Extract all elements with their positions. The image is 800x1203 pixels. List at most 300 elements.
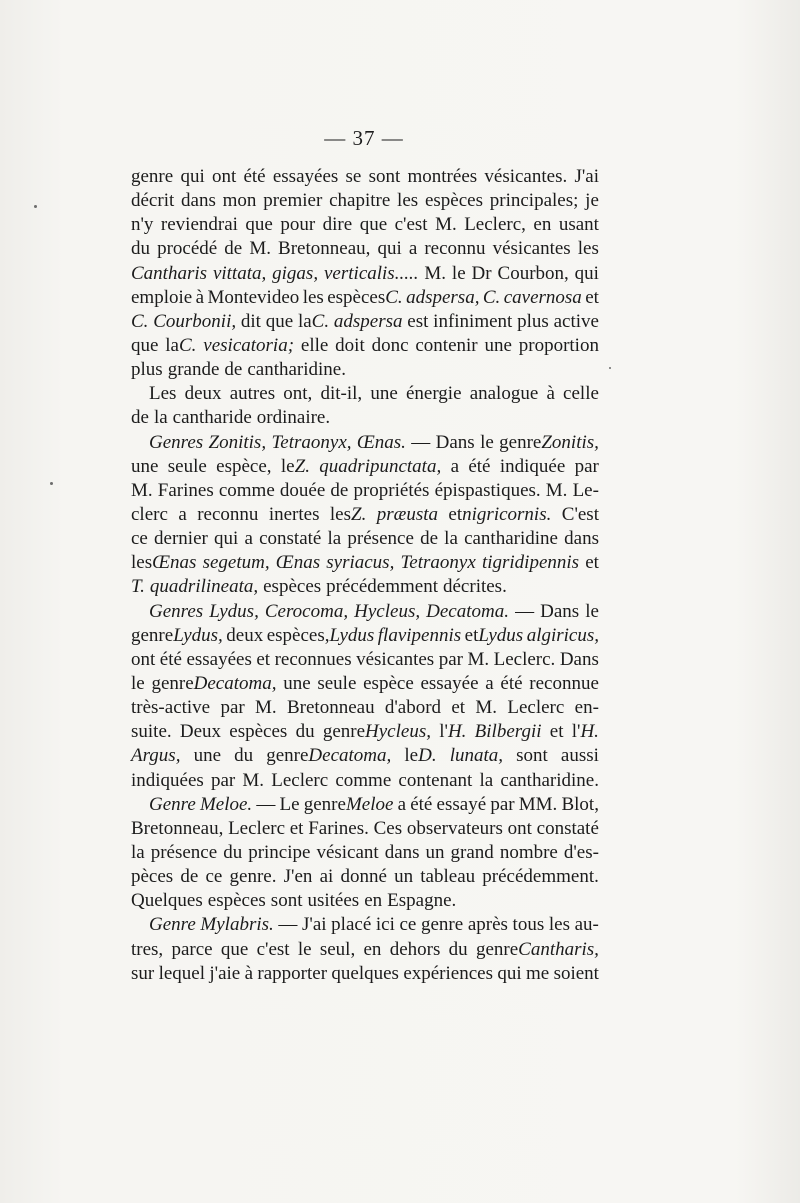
word: Le- <box>572 479 599 501</box>
word: et <box>451 697 466 719</box>
word: au- <box>574 914 599 936</box>
word: tres, <box>131 938 164 960</box>
word: a <box>408 238 418 260</box>
word: qui <box>574 262 599 284</box>
word: décrites. <box>443 576 507 598</box>
word: donné <box>340 866 387 888</box>
word: essayé <box>436 793 487 815</box>
word: été <box>159 648 182 670</box>
word: seule <box>317 672 357 694</box>
word: propriétés <box>353 479 430 501</box>
word: espèces <box>207 890 266 912</box>
word: l'H. <box>571 721 599 743</box>
word: expériences <box>403 962 493 984</box>
word: elle <box>300 334 329 356</box>
word: ont, <box>283 383 313 405</box>
word: j'aie <box>209 962 241 984</box>
word: reviendrai <box>160 214 238 236</box>
word: contenir <box>415 334 478 356</box>
word: Decatoma. <box>426 600 509 622</box>
word: ce <box>131 528 148 550</box>
word: Cerocoma, <box>264 600 349 622</box>
word: laC. <box>297 310 330 332</box>
word: du <box>223 841 243 863</box>
word: M. <box>467 648 490 670</box>
word: de <box>224 238 243 260</box>
word: constaté <box>536 817 599 839</box>
word: Cantharis <box>131 262 208 284</box>
word: par <box>574 455 599 477</box>
text-line <box>131 745 599 769</box>
word: à <box>244 962 254 984</box>
word: été <box>500 672 523 694</box>
word: que <box>220 938 249 960</box>
word: genreZonitis, <box>499 431 599 453</box>
word: une <box>131 455 159 477</box>
text-line <box>131 649 599 673</box>
word: vésicantes <box>356 648 435 670</box>
word: comme <box>335 769 392 791</box>
word: cantharidine. <box>500 769 599 791</box>
word: par <box>490 793 515 815</box>
word: suite. <box>131 721 172 743</box>
word: leZ. <box>280 455 310 477</box>
paper-speck <box>50 482 53 485</box>
text-line <box>131 625 599 649</box>
text-line <box>131 214 599 238</box>
word: dehors <box>389 938 441 960</box>
word: une <box>193 745 221 767</box>
word: douée <box>279 479 326 501</box>
word: le <box>585 600 599 622</box>
word: rapporter <box>257 962 328 984</box>
word: Bilbergii <box>474 721 542 743</box>
word: été <box>410 793 433 815</box>
text-line <box>131 721 599 745</box>
word: genre. <box>229 866 277 888</box>
word: Dans <box>435 431 475 453</box>
word: M. <box>424 262 447 284</box>
word: C'est <box>561 503 599 525</box>
word: les <box>577 238 599 260</box>
word: Genre <box>149 793 196 815</box>
word: Farines <box>157 479 214 501</box>
word: ce <box>399 914 417 936</box>
word: Bretonneau <box>286 697 375 719</box>
word: Leclerc <box>271 769 329 791</box>
word: Lydus, <box>209 600 259 622</box>
word: pour <box>280 214 316 236</box>
text-line <box>131 890 599 914</box>
word: les <box>302 286 324 308</box>
word: montrées <box>407 166 478 187</box>
word: Dans <box>540 600 580 622</box>
word: une <box>484 334 512 356</box>
word: espècesC. <box>327 286 403 308</box>
word: essayées <box>186 648 252 670</box>
word: pèces <box>131 866 174 888</box>
word: sont <box>516 745 548 767</box>
word: usitées <box>307 890 360 912</box>
word: adspersa <box>333 310 403 332</box>
word: Ces <box>373 817 403 839</box>
word: Leclerc, <box>464 214 526 236</box>
word: active <box>553 310 599 332</box>
word: épispastiques. <box>434 479 541 501</box>
word: plus <box>131 359 163 381</box>
word: quadrilineata, <box>149 576 259 598</box>
text-line <box>131 166 599 190</box>
word: Œnas. <box>356 431 406 453</box>
word: ont <box>507 817 532 839</box>
word: J'ai <box>574 166 599 187</box>
word: la <box>131 841 145 863</box>
word: Deux <box>179 721 222 743</box>
word: sont <box>368 166 401 187</box>
word: le <box>297 938 312 960</box>
word: a <box>244 528 253 550</box>
word: qui <box>214 528 239 550</box>
word: en <box>363 938 382 960</box>
word: énergie <box>405 383 462 405</box>
word: de <box>131 407 149 429</box>
word: en <box>364 890 383 912</box>
word: l'H. <box>439 721 467 743</box>
word: J'en <box>283 866 313 888</box>
word: espèce <box>363 672 414 694</box>
word: laC. <box>165 334 197 356</box>
word: dire <box>322 214 353 236</box>
text-line <box>131 456 599 480</box>
text-line <box>131 963 599 987</box>
word: précédemment <box>326 576 438 598</box>
page-number: — 37 — <box>324 126 404 150</box>
word: genreDecatoma, <box>266 745 392 767</box>
word: Bretonneau, <box>131 817 224 839</box>
word: lesZ. <box>329 503 367 525</box>
word: reconnue <box>529 672 599 694</box>
word: grand <box>450 841 494 863</box>
word: Œnas <box>275 552 321 574</box>
word: syriacus, <box>326 552 395 574</box>
word: Blot, <box>561 793 599 815</box>
word: J'ai <box>302 914 327 936</box>
text-line <box>131 552 599 576</box>
word: inertes <box>268 503 320 525</box>
word: qui <box>180 166 205 187</box>
word: et <box>585 552 599 574</box>
word: après <box>467 914 508 936</box>
word: Leclerc <box>228 817 286 839</box>
word: la <box>327 528 342 550</box>
word: Tetraonyx <box>400 552 476 574</box>
word: que <box>359 214 388 236</box>
word: a <box>397 793 407 815</box>
word: d'es- <box>563 841 599 863</box>
word: en <box>533 214 552 236</box>
word: Meloe. <box>199 793 253 815</box>
word: dit <box>240 310 261 332</box>
word: une <box>283 672 311 694</box>
word: C. <box>131 310 149 332</box>
word: et <box>549 721 564 743</box>
word: et <box>256 648 271 670</box>
word: du <box>295 721 315 743</box>
text-line <box>131 794 599 818</box>
word: plus <box>517 310 549 332</box>
word: M. <box>475 697 498 719</box>
word: ici <box>375 914 395 936</box>
text-line <box>131 697 599 721</box>
paper-speck <box>34 205 37 208</box>
word: vesicatoria; <box>203 334 295 356</box>
word: me <box>525 962 550 984</box>
word: a <box>178 503 187 525</box>
word: constaté <box>259 528 322 550</box>
word: que <box>265 310 294 332</box>
word: M. <box>242 769 265 791</box>
word: ont <box>131 648 156 670</box>
word: espèces <box>263 576 322 598</box>
word: MM. <box>518 793 558 815</box>
text-line <box>131 504 599 528</box>
text-line <box>131 818 599 842</box>
text-line <box>131 914 599 938</box>
word: sur <box>131 962 155 984</box>
word: cavernosa <box>503 286 582 308</box>
word: de <box>330 479 349 501</box>
word: décrit <box>131 190 175 212</box>
word: ont <box>211 166 237 187</box>
word: genreCantharis, <box>475 938 599 960</box>
word: Quelques <box>131 890 203 912</box>
word: deux <box>184 383 222 405</box>
word: un <box>425 841 445 863</box>
text-line <box>131 939 599 963</box>
word: contenant <box>398 769 473 791</box>
word: Genres <box>149 431 204 453</box>
word: espèces <box>424 190 483 212</box>
word: ordinaire. <box>256 407 331 429</box>
word: gigas, <box>272 262 319 284</box>
text-line <box>131 601 599 625</box>
word: sont <box>270 890 303 912</box>
word: Genres <box>149 600 204 622</box>
word: espèce, <box>216 455 272 477</box>
word: la <box>479 769 494 791</box>
word: essayée <box>420 672 479 694</box>
word: ai <box>319 866 334 888</box>
word: tigridipennis <box>481 552 580 574</box>
word: de <box>420 528 438 550</box>
word: cantharidine. <box>247 359 346 381</box>
word: Dans <box>559 648 599 670</box>
word: verticalis..... <box>324 262 419 284</box>
word: essayées <box>272 166 339 187</box>
word: Les <box>149 383 177 405</box>
word: comme <box>218 479 275 501</box>
word: seule <box>167 455 207 477</box>
word: c'est <box>256 938 290 960</box>
word: qui <box>377 238 402 260</box>
word: reconnu <box>197 503 259 525</box>
word: algiricus, <box>526 624 599 646</box>
word: qui <box>497 962 522 984</box>
word: indiquées <box>131 769 204 791</box>
word: espèces,Lydus <box>266 624 375 646</box>
word: Tetraonyx, <box>271 431 352 453</box>
word: est <box>407 310 429 332</box>
word: Courbonii, <box>153 310 237 332</box>
word: Zonitis, <box>208 431 267 453</box>
word: Courbon, <box>497 262 569 284</box>
word: — <box>411 431 431 453</box>
word: du <box>131 238 150 260</box>
word: vésicantes <box>492 238 571 260</box>
word: præusta <box>376 503 438 525</box>
text-line <box>131 287 599 311</box>
word: que <box>131 334 159 356</box>
word: lesŒnas <box>131 552 197 574</box>
word: genreMeloe <box>303 793 394 815</box>
word: espèces <box>229 721 288 743</box>
word: en- <box>574 697 599 719</box>
word: vittata, <box>212 262 267 284</box>
word: la <box>153 407 168 429</box>
word: genreLydus, <box>131 624 223 646</box>
word: Genre <box>149 914 196 936</box>
word: été <box>243 166 266 187</box>
word: je <box>585 190 599 212</box>
word: du <box>234 745 254 767</box>
word: quelques <box>331 962 399 984</box>
word: Espagne. <box>387 890 457 912</box>
word: lequel <box>158 962 206 984</box>
word: doit <box>335 334 365 356</box>
word: que <box>245 214 273 236</box>
text-line <box>131 673 599 697</box>
text-line <box>131 480 599 504</box>
word: principe <box>248 841 311 863</box>
body-text <box>131 166 599 987</box>
word: emploie <box>131 286 193 308</box>
word: leD. <box>404 745 437 767</box>
word: — <box>515 600 535 622</box>
word: de <box>224 359 243 381</box>
word: mon <box>222 190 257 212</box>
word: reconnu <box>424 238 486 260</box>
word: proportion <box>518 334 599 356</box>
text-line <box>131 311 599 335</box>
word: Leclerc. <box>493 648 556 670</box>
text-line <box>131 263 599 287</box>
word: se <box>345 166 362 187</box>
word: Dr <box>471 262 492 284</box>
word: M. <box>131 479 153 501</box>
word: très-active <box>131 697 211 719</box>
word: n'y <box>131 214 154 236</box>
word: seul, <box>319 938 356 960</box>
word: soient <box>553 962 599 984</box>
word: genreHycleus, <box>322 721 431 743</box>
word: Leclerc <box>507 697 565 719</box>
paper-speck <box>609 367 611 369</box>
word: premier <box>263 190 323 212</box>
text-line <box>131 432 599 456</box>
word: vésicant <box>316 841 379 863</box>
word: cantharidine <box>464 528 558 550</box>
word: quadripunctata, <box>319 455 442 477</box>
word: par <box>438 648 463 670</box>
word: une <box>370 383 398 405</box>
word: les <box>548 914 570 936</box>
word: dans <box>384 841 420 863</box>
word: a <box>450 455 459 477</box>
word: Bretonneau, <box>278 238 371 260</box>
word: Farines. <box>308 817 369 839</box>
word: et <box>585 286 599 308</box>
text-line <box>131 528 599 552</box>
word: infiniment <box>433 310 513 332</box>
word: grande <box>167 359 220 381</box>
word: Le <box>279 793 300 815</box>
word: dans <box>181 190 216 212</box>
word: dans <box>564 528 599 550</box>
word: à <box>546 383 555 405</box>
text-line <box>131 842 599 866</box>
word: le <box>131 672 145 694</box>
text-line <box>131 576 599 600</box>
word: le <box>451 262 466 284</box>
word: analogue <box>469 383 539 405</box>
word: etnigricornis. <box>448 503 552 525</box>
word: précédemment. <box>482 866 599 888</box>
word: M. <box>545 479 568 501</box>
text-line <box>131 335 599 359</box>
word: d'abord <box>384 697 442 719</box>
word: nombre <box>499 841 558 863</box>
word: — <box>278 914 298 936</box>
text-line <box>131 383 599 407</box>
word: chapitre <box>329 190 391 212</box>
word: la <box>444 528 458 550</box>
word: deux <box>226 624 264 646</box>
word: Hycleus, <box>354 600 421 622</box>
word: par <box>210 769 236 791</box>
word: flavipennis <box>377 624 462 646</box>
word: par <box>220 697 245 719</box>
word: donc <box>371 334 409 356</box>
word: du <box>448 938 468 960</box>
word: à <box>195 286 205 308</box>
word: aussi <box>560 745 599 767</box>
word: autres <box>229 383 276 405</box>
text-line <box>131 407 599 431</box>
word: présence <box>347 528 414 550</box>
word: genre <box>421 914 464 936</box>
word: Montevideo <box>207 286 300 308</box>
word: parce <box>171 938 213 960</box>
word: etLydus <box>464 624 524 646</box>
word: Mylabris. <box>200 914 274 936</box>
text-line <box>131 238 599 262</box>
word: tous <box>512 914 545 936</box>
word: usant <box>558 214 599 236</box>
word: clerc <box>131 503 168 525</box>
text-line <box>131 190 599 214</box>
word: genreDecatoma, <box>151 672 277 694</box>
word: été <box>468 455 491 477</box>
